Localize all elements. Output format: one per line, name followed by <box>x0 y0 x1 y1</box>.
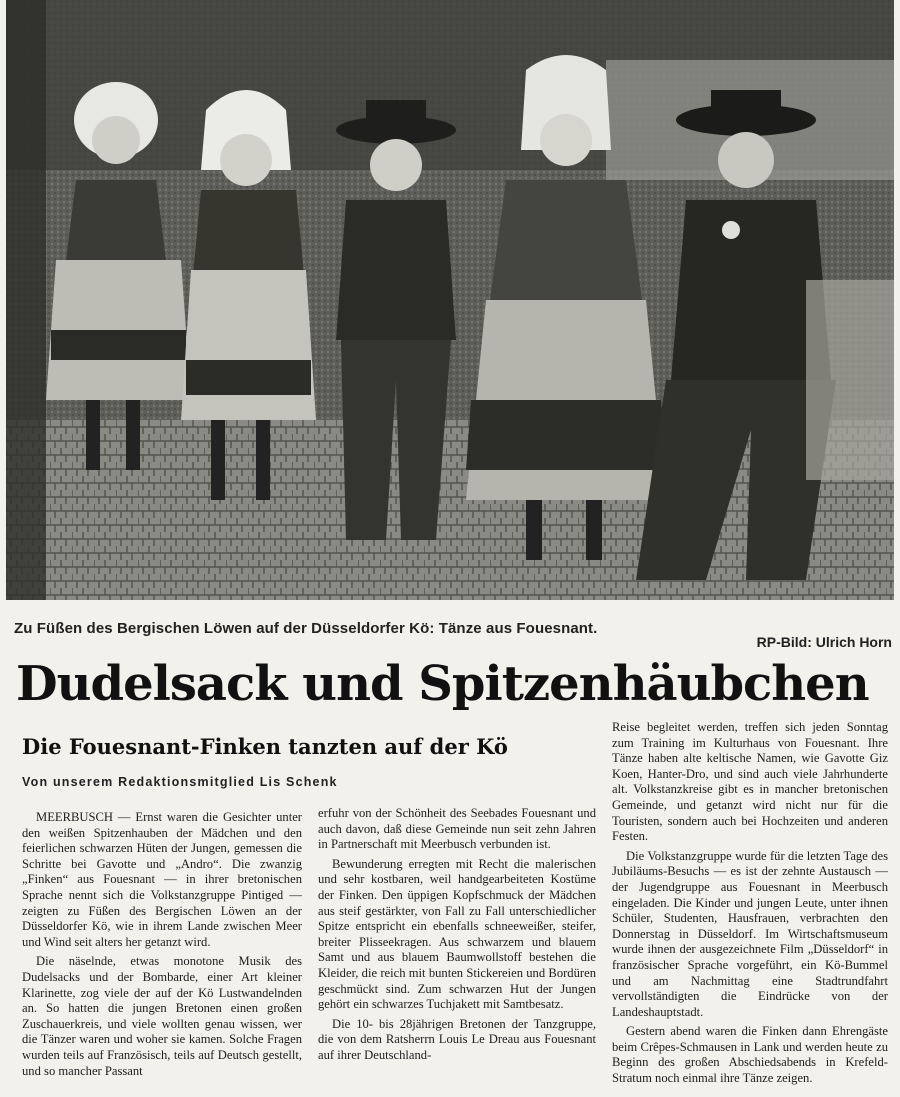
article-column-3 <box>612 720 888 1091</box>
paragraph: Reise begleitet werden, treffen sich jeden Sonntag zum Training im Kulturhaus von Fouesnant. Ihre Tänze haben alte keltische Namen, wie Gavotte Giz Koen, Hanter-Dro, und sind auch viele Jahrhunderte alt. Volkstanzkreise gibt es in mancher bretonischen Gemeinde, und getanzt wird nicht nur für die Touristen, sondern auch bei Hochzeiten und anderen Festen. <box>612 720 888 844</box>
paragraph: Die Volkstanzgruppe wurde für die letzten Tage des Jubiläums-Besuchs — es ist der zehnte Austausch — der Jugendgruppe aus Fouesnant in Meerbusch eingeladen. Die Kinder und jungen Leute, unter ihnen Schüler, Studenten, Hausfrauen, verbrachten den Donnerstag in Düsseldorf. Im Wirtschaftsmuseum wurde ihnen der ausgezeichnete Film „Düsseldorf“ in französischer Sprache vorgeführt, ein Kö-Bummel und am Nachmittag eine Stadtrundfahrt vervollständigten die Eindrücke von der Landeshauptstadt. <box>612 848 888 1019</box>
article-column-1 <box>22 810 302 1083</box>
article-column-2 <box>318 806 596 1068</box>
article-subheadline: Die Fouesnant-Finken tanzten auf der Kö <box>22 734 508 759</box>
paragraph: MEERBUSCH — Ernst waren die Gesichter unter den weißen Spitzenhauben der Mädchen und den feierlichen schwarzen Hüten der Jungen, gemessen die Schritte bei Gavotte und „Andro“. Die zwanzig „Finken“ aus Fouesnant — in ihrer bretonischen Sprache nennt sich die Volkstanzgruppe Pintiged — zeigten zu Füßen des Bergischen Löwen an der Düsseldorfer Kö, wie in ihrem Lande zwischen Meer und Wind seit alters her getanzt wird. <box>22 810 302 949</box>
article-headline: Dudelsack und Spitzenhäubchen <box>16 656 869 712</box>
paragraph: Die 10- bis 28jährigen Bretonen der Tanzgruppe, die von dem Ratsherrn Louis Le Dreau aus Fouesnant auf ihrer Deutschland- <box>318 1016 596 1062</box>
photo-caption: Zu Füßen des Bergischen Löwen auf der Düsseldorfer Kö: Tänze aus Fouesnant. <box>14 620 598 637</box>
paragraph: Bewunderung erregten mit Recht die malerischen und sehr kostbaren, weil handgearbeiteten Kostüme der Finken. Den üppigen Kopfschmuck der Mädchen aus steif gestärkter, von Fall zu Fall unterschiedlicher Spitze entspricht ein ebenfalls schneeweißer, steifer, breiter Plisseekragen. Aus schwarzem und blauem Samt und aus blauem Baumwollstoff bestehen die Kleider, die reich mit bunten Stickereien und Bordüren geschmückt sind. Zum schwarzen Hut der Jungen gehört ein schwarzes Tuchjakett mit Samtbesatz. <box>318 856 596 1012</box>
article-byline: Von unserem Redaktionsmitglied Lis Schenk <box>22 775 338 789</box>
dancers-photo <box>6 0 894 600</box>
photo-credit: RP-Bild: Ulrich Horn <box>756 634 892 650</box>
paragraph: Die näselnde, etwas monotone Musik des Dudelsacks und der Bombarde, einer Art kleiner Klarinette, zog viele der auf der Kö Lustwandelnden an. So hatten die jungen Bretonen einen großen Zuschauerkreis, und viele wollten genau wissen, wer die Tänzer waren und woher sie kamen. Solche Fragen wurden teils auf Französisch, teils auf Deutsch gestellt, und so mancher Passant <box>22 954 302 1078</box>
paragraph: erfuhr von der Schönheit des Seebades Fouesnant und auch davon, daß diese Gemeinde nun seit zehn Jahren in Partnerschaft mit Meerbusch verbunden ist. <box>318 806 596 852</box>
paragraph: Gestern abend waren die Finken dann Ehrengäste beim Crêpes-Schmausen in Lank und werden heute zu Beginn des großen Abschiedsabends in Krefeld-Stratum noch einmal ihre Tänze zeigen. <box>612 1024 888 1086</box>
photo-illustration <box>6 0 894 600</box>
